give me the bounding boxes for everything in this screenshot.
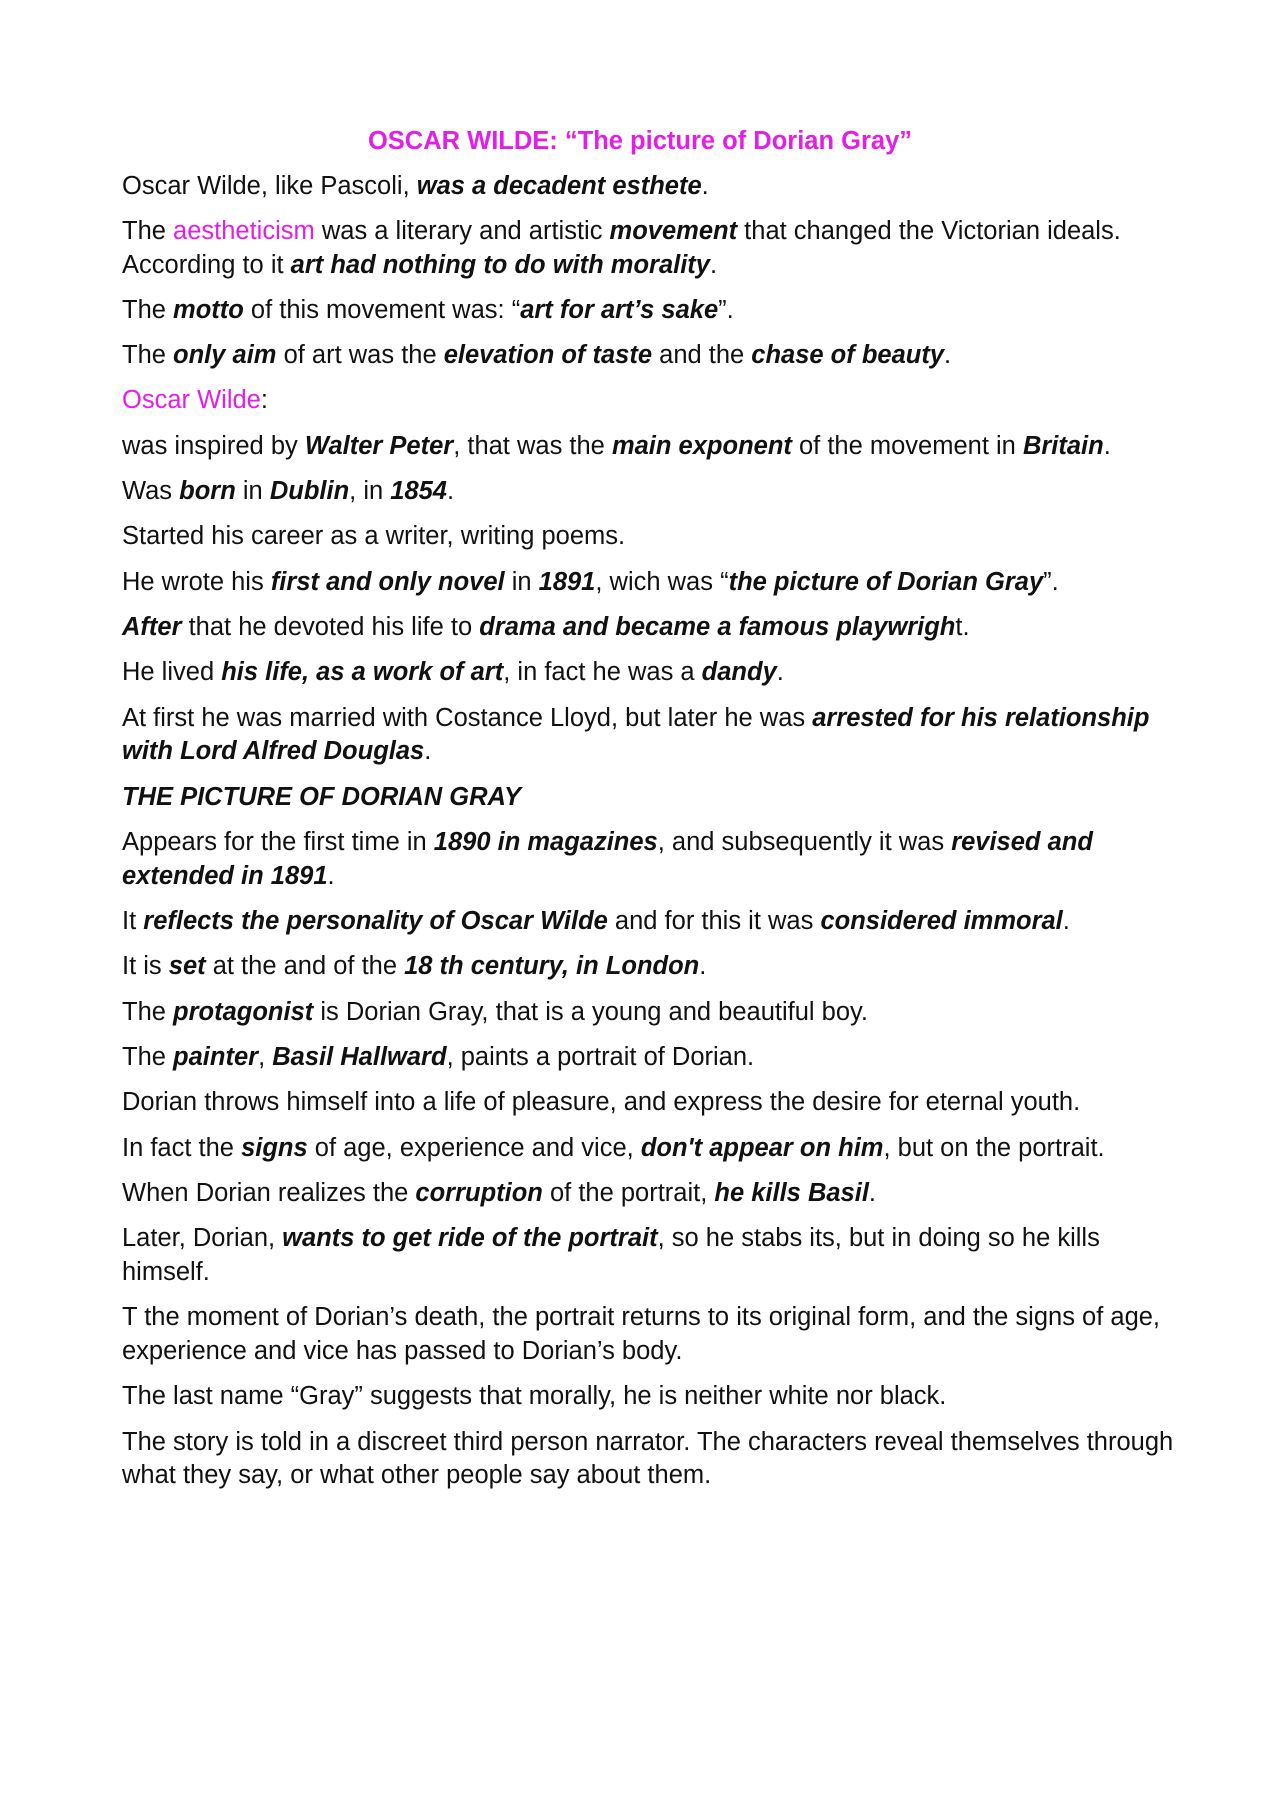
paragraph — [122, 430, 1182, 464]
text-run: that he devoted his life to — [181, 612, 480, 641]
text-run: of art was the — [276, 341, 444, 370]
emphasis-text: art had nothing to do with morality — [290, 250, 710, 279]
emphasis-text: Basil Hallward — [272, 1042, 447, 1071]
emphasis-text: motto — [173, 295, 244, 324]
text-run: at the and of the — [205, 952, 405, 981]
paragraph — [122, 1132, 1182, 1166]
text-run: The last name “Gray” suggests that morally, he is neither white nor black. — [122, 1382, 947, 1411]
emphasis-text: first and only novel — [270, 567, 505, 596]
text-run: is Dorian Gray, that is a young and beautiful boy. — [313, 997, 868, 1026]
paragraph — [122, 475, 1182, 509]
emphasis-text: 1854 — [390, 477, 447, 506]
text-run: Dorian throws himself into a life of pleasure, and express the desire for eternal youth. — [122, 1088, 1081, 1117]
emphasis-text: elevation of taste — [443, 341, 653, 370]
text-run: . — [776, 658, 784, 687]
text-run: of age, experience and vice, — [307, 1133, 641, 1162]
text-run: , and subsequently it was — [657, 827, 952, 856]
text-run: ”. — [1043, 567, 1059, 596]
text-run: was inspired by — [122, 431, 305, 460]
text-run: : — [260, 386, 268, 415]
text-run: of the movement in — [791, 431, 1023, 460]
paragraph — [122, 1041, 1182, 1075]
text-run: He lived — [122, 658, 222, 687]
emphasis-text: drama and became a famous playwrigh — [479, 612, 956, 641]
emphasis-text: he kills Basil — [714, 1178, 869, 1207]
text-run: The — [122, 216, 174, 245]
text-run: , wich was “ — [595, 567, 729, 596]
emphasis-text: movement — [609, 216, 738, 245]
emphasis-text: considered immoral — [820, 907, 1063, 936]
text-run: was a literary and artistic — [314, 216, 610, 245]
text-run: T the moment of Dorian’s death, the portrait returns to its original form, and the signs of age, experience and vice has passed to Dorian’s body. — [122, 1303, 1161, 1366]
paragraph — [122, 520, 1182, 554]
paragraph — [122, 1177, 1182, 1211]
text-run: It — [122, 907, 144, 936]
emphasis-text: signs — [241, 1133, 308, 1162]
text-run: . — [699, 952, 707, 981]
highlight-text: aestheticism — [173, 216, 315, 245]
paragraph — [122, 950, 1182, 984]
text-run: of this movement was: “ — [243, 295, 521, 324]
text-run: . — [1062, 907, 1070, 936]
paragraph — [122, 339, 1182, 373]
text-run: The — [122, 997, 174, 1026]
paragraph — [122, 294, 1182, 328]
emphasis-text: 1891 — [538, 567, 596, 596]
text-run: It is — [122, 952, 169, 981]
emphasis-text: chase of beauty — [751, 341, 945, 370]
text-run: ”. — [718, 295, 734, 324]
text-run: . — [327, 861, 335, 890]
text-run: , — [258, 1042, 273, 1071]
text-run: and the — [652, 341, 752, 370]
paragraph — [122, 1086, 1182, 1120]
text-run: Appears for the first time in — [122, 827, 434, 856]
paragraph — [122, 1426, 1182, 1494]
paragraph — [122, 702, 1182, 770]
text-run: Oscar Wilde, like Pascoli, — [122, 171, 417, 200]
paragraph — [122, 611, 1182, 645]
emphasis-text: dandy — [701, 658, 777, 687]
emphasis-text: corruption — [415, 1178, 543, 1207]
text-run: . — [1103, 431, 1111, 460]
text-run: , but on the portrait. — [883, 1133, 1105, 1162]
document-body — [122, 124, 1182, 1505]
text-run: , paints a portrait of Dorian. — [446, 1042, 755, 1071]
paragraph — [122, 1380, 1182, 1414]
text-run: In fact the — [122, 1133, 242, 1162]
text-run: When Dorian realizes the — [122, 1178, 416, 1207]
section-heading — [122, 781, 1182, 815]
text-run: and for this it was — [607, 907, 821, 936]
document-title: OSCAR WILDE: “The picture of Dorian Gray” — [367, 127, 913, 155]
emphasis-text: his life, as a work of art — [221, 658, 504, 687]
text-run: He wrote his — [122, 567, 271, 596]
emphasis-text: don't appear on him — [640, 1133, 884, 1162]
paragraph — [122, 215, 1182, 283]
emphasis-text: was a decadent esthete — [416, 171, 702, 200]
paragraph — [122, 1301, 1182, 1369]
emphasis-text: Walter Peter — [304, 431, 454, 460]
text-run: . — [424, 737, 432, 766]
text-run: At first he was married with Costance Lloyd, but later he was — [122, 703, 813, 732]
emphasis-text: After — [122, 612, 182, 641]
paragraph-list — [122, 170, 1182, 1494]
text-run: The — [122, 295, 174, 324]
text-run: . — [701, 171, 709, 200]
text-run: of the portrait, — [542, 1178, 715, 1207]
paragraph — [122, 1222, 1182, 1290]
text-run: t. — [955, 612, 970, 641]
emphasis-text: THE PICTURE OF DORIAN GRAY — [122, 782, 522, 811]
paragraph — [122, 656, 1182, 690]
highlight-text: Oscar Wilde — [122, 386, 261, 415]
emphasis-text: Britain — [1022, 431, 1104, 460]
emphasis-text: 18 th century, in London — [404, 952, 700, 981]
emphasis-text: revised and extended in 1891 — [122, 827, 1093, 890]
paragraph — [122, 826, 1182, 894]
text-run: . — [447, 477, 455, 506]
text-run: , in — [349, 477, 391, 506]
text-run: , in fact he was a — [503, 658, 702, 687]
emphasis-text: art for art’s sake — [520, 295, 719, 324]
text-run: . — [709, 250, 718, 279]
text-run: The — [122, 341, 174, 370]
text-run: The — [122, 1042, 174, 1071]
emphasis-text: only aim — [173, 341, 277, 370]
text-run: in — [235, 477, 270, 506]
paragraph — [122, 566, 1182, 600]
paragraph — [122, 170, 1182, 204]
emphasis-text: 1890 in magazines — [433, 827, 658, 856]
emphasis-text: the picture of Dorian Gray — [728, 567, 1044, 596]
paragraph — [122, 905, 1182, 939]
text-run: Later, Dorian, — [122, 1224, 283, 1253]
text-run: , that was the — [453, 431, 612, 460]
text-run: Was — [122, 477, 180, 506]
paragraph — [122, 384, 1182, 418]
emphasis-text: born — [179, 477, 236, 506]
emphasis-text: Dublin — [269, 477, 350, 506]
text-run: that changed the Victorian ideals. According to it — [122, 216, 1121, 279]
text-run: . — [944, 341, 952, 370]
emphasis-text: arrested for his relationship with Lord Alfred Douglas — [122, 703, 1150, 766]
emphasis-text: reflects the personality of Oscar Wilde — [143, 907, 608, 936]
emphasis-text: set — [168, 952, 206, 981]
emphasis-text: wants to get ride of the portrait — [282, 1224, 658, 1253]
emphasis-text: protagonist — [173, 997, 314, 1026]
text-run: , so he stabs its, but in doing so he kills himself. — [122, 1224, 1100, 1286]
text-run: The story is told in a discreet third person narrator. The characters reveal themselves through what they say, or what other people say about them. — [122, 1427, 1174, 1490]
paragraph — [122, 996, 1182, 1030]
text-run: . — [868, 1178, 876, 1207]
emphasis-text: main exponent — [611, 431, 792, 460]
text-run: in — [504, 567, 539, 596]
text-run: Started his career as a writer, writing poems. — [122, 522, 626, 551]
emphasis-text: painter — [173, 1042, 259, 1071]
